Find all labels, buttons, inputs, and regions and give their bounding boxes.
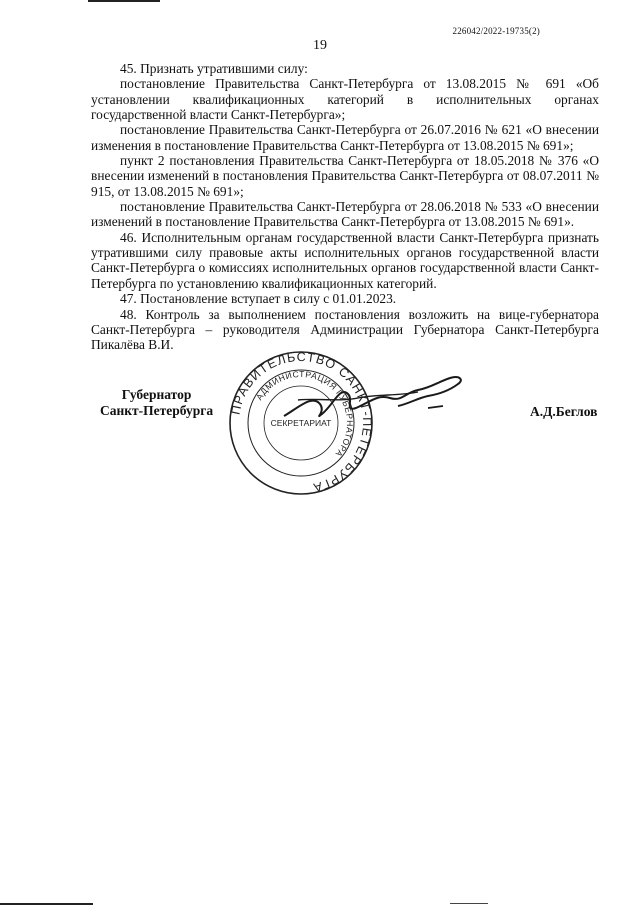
signatory-title-line2: Санкт-Петербурга <box>100 402 214 418</box>
bottom-right-rule <box>450 903 488 904</box>
signatory-name: А.Д.Беглов <box>530 404 598 419</box>
paragraph-45: 45. Признать утратившими силу: <box>120 61 308 76</box>
document-body <box>91 61 599 353</box>
document-number: 226042/2022-19735(2) <box>452 26 540 36</box>
signatory-title <box>100 387 213 418</box>
paragraph-45-item-4: постановление Правительства Санкт-Петербурга от 28.06.2018 № 533 «О внесении изменений в постановление Правительства Санкт-Петербурга от 13.08.2015 № 691». <box>91 199 599 230</box>
seal-inner-text: АДМИНИСТРАЦИЯ ГУБЕРНАТОРА <box>253 368 356 460</box>
handwritten-signature <box>278 364 478 434</box>
paragraph-48: 48. Контроль за выполнением постановления возложить на вице-губернатора Санкт-Петербурга – руководителя Администрации Губернатора Санкт-Петербурга Пикалёва В.И. <box>91 306 599 353</box>
paragraph-45-item-1: постановление Правительства Санкт-Петербурга от 13.08.2015 № 691 «Об установлении квалификационных категорий в исполнительных органах государственной власти Санкт-Петербурга»; <box>91 76 599 123</box>
page-number: 19 <box>313 38 327 53</box>
paragraph-46: 46. Исполнительным органам государственной власти Санкт-Петербурга признать утратившими силу правовые акты исполнительных органов государственной власти Санкт-Петербурга о комиссиях исполнительных органов государственной власти Санкт-Петербурга по установлению квалификационных категорий. <box>91 229 599 291</box>
signatory-title-line1: Губернатор <box>121 387 192 402</box>
paragraph-45-item-2: постановление Правительства Санкт-Петербурга от 26.07.2016 № 621 «О внесении изменения в постановление Правительства Санкт-Петербурга от 13.08.2015 № 691»; <box>91 122 599 153</box>
seal-outer-text: ПРАВИТЕЛЬСТВО САНКТ-ПЕТЕРБУРГА <box>228 349 375 495</box>
paragraph-47: 47. Постановление вступает в силу с 01.01.2023. <box>120 291 397 307</box>
top-rule <box>88 0 160 2</box>
seal-center-text: СЕКРЕТАРИАТ <box>270 418 332 428</box>
paragraph-45-item-3: пункт 2 постановления Правительства Санкт-Петербурга от 18.05.2018 № 376 «О внесении изменений в постановления Правительства Санкт-Петербурга от 08.07.2011 № 915, от 13.08.2015 № 691»; <box>91 153 599 199</box>
